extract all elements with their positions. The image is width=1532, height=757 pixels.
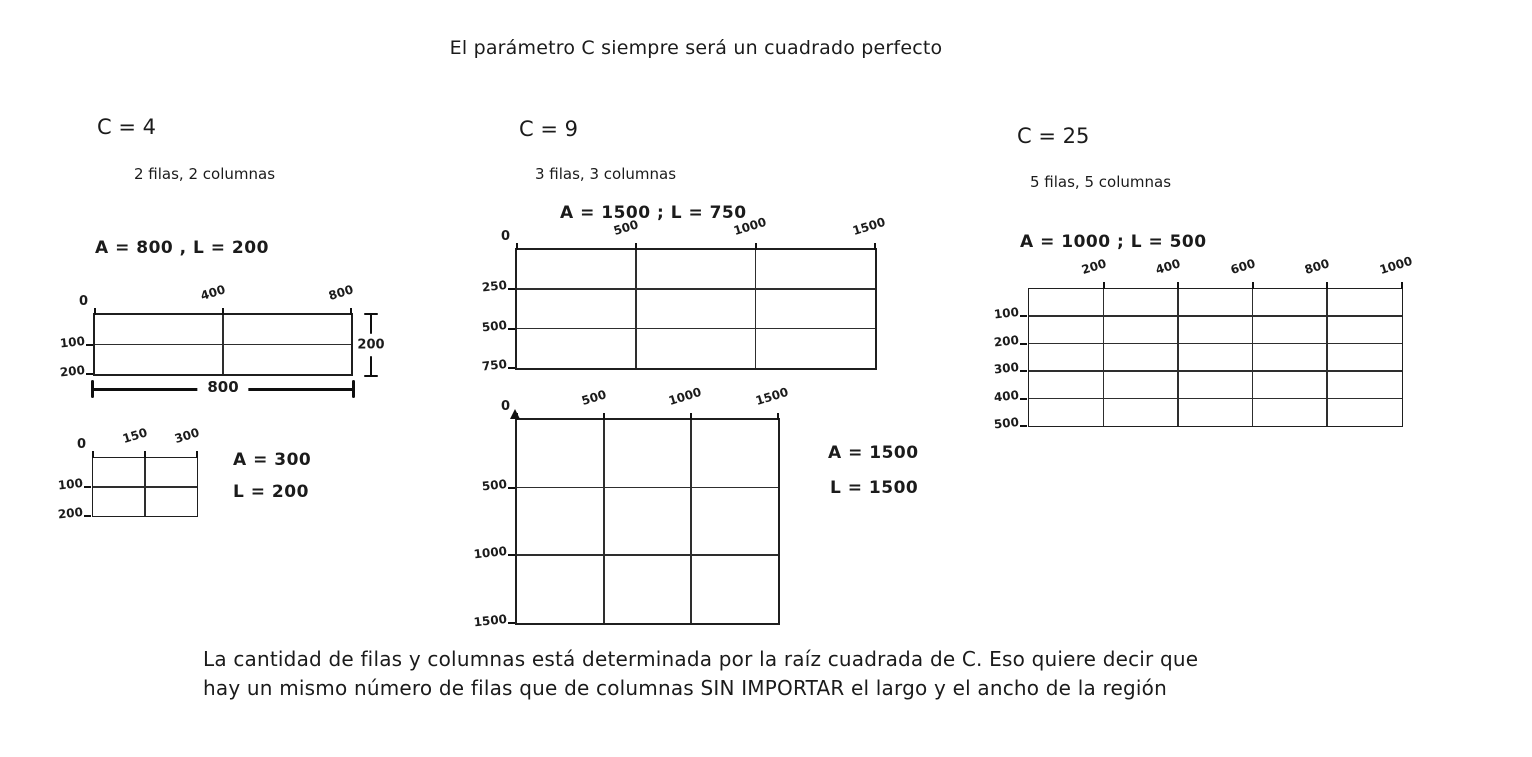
x-tick-label: 1500 [850,214,887,238]
caption-line-1: La cantidad de filas y columnas está determinada por la raíz cuadrada de C. Eso quiere decir que [203,647,1199,671]
y-tick-label: 1000 [472,544,508,562]
y-tick-label: 200 [57,504,84,522]
grid4-area-label: A = 1500 [828,443,919,463]
grid-vertical-line [635,250,637,368]
y-tick-mark [508,554,515,556]
origin-label: 0 [501,229,511,244]
section-c4-header: C = 4 [97,115,156,139]
grid-horizontal-line [1029,370,1402,372]
grid-vertical-line [690,420,692,623]
y-tick-label: 200 [993,332,1020,350]
y-tick-mark [84,486,91,488]
y-tick-label: 750 [481,356,508,374]
x-tick-label: 1000 [1377,253,1414,277]
section-c9-subtitle: 3 filas, 3 columnas [535,165,677,183]
dimension-seg-bottom [370,356,372,376]
grid-horizontal-line [517,554,778,556]
y-tick-label: 200 [59,362,86,380]
y-tick-mark [1020,370,1027,372]
y-tick-label: 500 [481,317,508,335]
x-tick-mark [690,413,692,420]
y-tick-mark [1020,425,1027,427]
grid-horizontal-line [517,288,875,290]
section-c9-header: C = 9 [519,117,578,141]
grid-vertical-line [1252,289,1254,426]
x-tick-label: 400 [198,282,227,303]
x-tick-mark [1177,282,1179,289]
y-tick-mark [1020,315,1027,317]
grid5-params-label: A = 1000 ; L = 500 [1020,232,1207,252]
x-tick-label: 1500 [753,384,790,408]
y-tick-mark [86,344,93,346]
grid-c9-wide [481,214,887,374]
x-tick-mark [144,451,146,458]
grid1-height-value: 200 [357,337,385,353]
grid2-length-label: L = 200 [233,482,309,502]
origin-label: 0 [79,294,89,309]
x-tick-mark [1103,282,1105,289]
y-tick-label: 300 [993,360,1020,377]
grid3-params-label: A = 1500 ; L = 750 [560,203,747,223]
grid-horizontal-line [93,486,197,488]
y-tick-mark [1020,343,1027,345]
y-tick-label: 1500 [472,611,508,630]
y-tick-label: 100 [993,305,1020,322]
caption [203,645,1198,703]
section-c25-header: C = 25 [1017,124,1090,148]
x-tick-label: 200 [1079,256,1108,277]
grid-horizontal-line [1029,315,1402,317]
dimension-end-right [352,380,355,398]
grid-c9-square [472,384,790,630]
grid-horizontal-line [517,328,875,330]
grid-c4-small [57,425,201,522]
x-tick-mark [196,451,198,458]
grid1-height-dimension [359,312,383,378]
x-tick-mark [777,413,779,420]
grid-horizontal-line [1029,343,1402,345]
section-c25-subtitle: 5 filas, 5 columnas [1030,173,1172,191]
grid-c25 [993,253,1414,432]
x-tick-label: 1000 [731,214,768,238]
section-c4-subtitle: 2 filas, 2 columnas [134,165,276,183]
grid-vertical-line [1326,289,1328,426]
y-tick-label: 250 [481,278,508,295]
y-tick-mark [508,622,515,624]
y-axis-arrow-icon [510,409,520,419]
x-tick-mark [1401,282,1403,289]
dimension-seg-top [370,314,372,334]
y-tick-label: 100 [57,475,84,493]
origin-tick-mark [92,451,94,458]
grid1-params-label: A = 800 , L = 200 [95,238,269,258]
y-tick-mark [508,367,515,369]
grid-vertical-line [1103,289,1105,426]
origin-tick-mark [516,243,518,250]
grid-vertical-line [1177,289,1179,426]
grid2-area-label: A = 300 [233,450,312,470]
caption-line-2: hay un mismo número de filas que de columnas SIN IMPORTAR el largo y el ancho de la región [203,676,1167,700]
grid-horizontal-line [95,344,351,346]
x-tick-label: 600 [1228,256,1257,277]
x-tick-mark [1252,282,1254,289]
diagram-title: El parámetro C siempre será un cuadrado perfecto [449,37,943,59]
origin-tick-mark [94,308,96,315]
y-tick-mark [86,373,93,375]
y-tick-label: 100 [59,333,86,350]
x-tick-label: 800 [1303,256,1332,277]
origin-label: 0 [501,399,511,414]
y-tick-mark [84,515,91,517]
y-tick-label: 400 [993,387,1020,405]
x-tick-mark [350,308,352,315]
x-tick-label: 1000 [666,384,703,408]
x-tick-label: 500 [579,387,608,408]
x-tick-mark [755,243,757,250]
x-tick-mark [1326,282,1328,289]
y-tick-mark [508,487,515,489]
grid-vertical-line [755,250,757,368]
y-tick-mark [508,288,515,290]
x-tick-label: 500 [612,217,641,238]
x-tick-label: 150 [120,425,149,446]
y-tick-mark [1020,398,1027,400]
grid-horizontal-line [1029,398,1402,400]
x-tick-mark [603,413,605,420]
x-tick-label: 400 [1154,256,1183,277]
dimension-end-left [91,380,94,398]
x-tick-label: 300 [172,425,201,446]
grid-horizontal-line [517,487,778,489]
x-tick-mark [635,243,637,250]
origin-label: 0 [77,437,87,452]
y-tick-mark [508,328,515,330]
x-tick-mark [222,308,224,315]
y-tick-label: 500 [993,414,1020,432]
x-tick-label: 800 [326,282,355,303]
grid-c4-wide [59,282,355,380]
y-tick-label: 500 [481,476,508,494]
grid4-length-label: L = 1500 [830,478,919,498]
grid1-width-value: 800 [197,378,248,396]
x-tick-mark [874,243,876,250]
grid1-width-dimension [91,380,355,398]
grid-vertical-line [603,420,605,623]
dimension-cap-bottom [364,375,378,377]
